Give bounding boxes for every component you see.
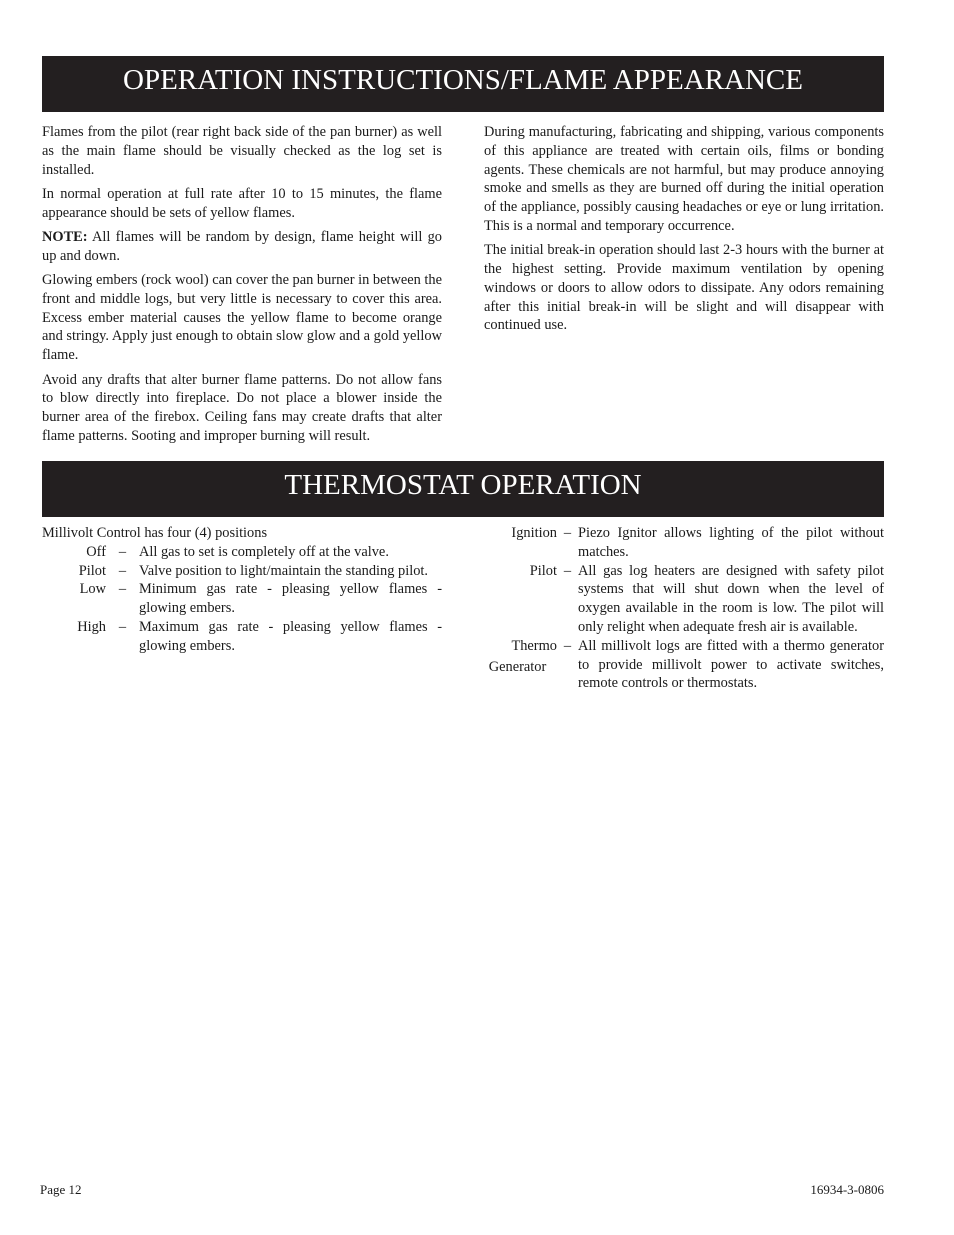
- page-number: Page 12: [40, 1182, 82, 1197]
- feature-dash: –: [563, 637, 572, 654]
- note-label: NOTE:: [42, 228, 88, 245]
- feature-description: Piezo Ignitor allows lighting of the pilot without matches.: [578, 525, 884, 560]
- feature-name: Pilot: [529, 562, 557, 579]
- drafts-paragraph: Avoid any drafts that alter burner flame patterns. Do not allow fans to blow directly into fireplace. Do not place a blower inside the burner area of the firebox. Ceiling fans may create drafts that alter flame patterns. Sooting and improper burning will result.: [42, 371, 442, 444]
- position-dash: –: [118, 581, 127, 598]
- normal-operation-paragraph: In normal operation at full rate after 10 to 15 minutes, the flame appearance should be sets of yellow flames.: [42, 185, 442, 221]
- list-item: [42, 543, 442, 562]
- list-item: [42, 562, 442, 581]
- list-item: [484, 637, 884, 693]
- position-dash: –: [118, 543, 127, 560]
- feature-dash: –: [563, 562, 572, 579]
- feature-name-line2: Generator: [488, 658, 547, 675]
- feature-name: Ignition: [511, 525, 557, 541]
- feature-description: All gas log heaters are designed with safety pilot systems that will shut down when the level of oxygen available in the room is low. The pilot will only relight when adequate fresh air is available.: [578, 562, 884, 635]
- control-positions-list: [42, 524, 442, 656]
- pilot-check-paragraph: Flames from the pilot (rear right back side of the pan burner) as well as the main flame should be visually checked as the log set is installed.: [42, 124, 442, 178]
- feature-description: All millivolt logs are fitted with a thermo generator to provide millivolt power to activate switches, remote controls or thermostats.: [578, 637, 884, 692]
- features-list: [484, 524, 884, 693]
- position-name: Pilot: [78, 562, 106, 579]
- break-in-paragraph: The initial break-in operation should last 2-3 hours with the burner at the highest setting. Provide maximum ventilation by opening windows or doors to allow odors to dissipate. Any odors remaining after this initial break-in will be slight and will disappear with continued use.: [484, 242, 884, 334]
- list-item: [42, 618, 442, 656]
- operation-right-column: [484, 123, 884, 341]
- list-item: [42, 580, 442, 618]
- position-dash: –: [118, 618, 127, 635]
- feature-name-line1: Thermo: [511, 637, 557, 654]
- position-description: Valve position to light/maintain the standing pilot.: [139, 562, 428, 579]
- operation-instructions-heading: OPERATION INSTRUCTIONS/FLAME APPEARANCE: [42, 56, 884, 112]
- position-description: All gas to set is completely off at the valve.: [139, 543, 389, 560]
- operation-left-column: [42, 123, 442, 451]
- position-name: Off: [86, 543, 106, 560]
- note-text: All flames will be random by design, flame height will go up and down.: [42, 228, 442, 264]
- list-item: [484, 524, 884, 562]
- list-item: [484, 562, 884, 637]
- position-description: Minimum gas rate - pleasing yellow flames - glowing embers.: [139, 581, 442, 617]
- manufacturing-paragraph: During manufacturing, fabricating and shipping, various components of this appliance are treated with certain oils, films or bonding agents. These chemicals are not harmful, but may produce annoying smoke and smells as they are burned off during the initial operation of the appliance, possibly causing headaches or eye or lung irritation. This is a normal and temporary occurrence.: [484, 124, 884, 234]
- position-name: High: [77, 618, 106, 635]
- feature-name: [484, 637, 557, 693]
- embers-paragraph: Glowing embers (rock wool) can cover the pan burner in between the front and middle logs, but very little is necessary to cover this area. Excess ember material causes the yellow flame to become orange and stringy. Apply just enough to obtain slow glow and a gold yellow flame.: [42, 272, 442, 364]
- thermostat-operation-heading: THERMOSTAT OPERATION: [42, 461, 884, 517]
- position-name: Low: [79, 581, 106, 598]
- note-paragraph: [42, 228, 442, 266]
- position-description: Maximum gas rate - pleasing yellow flames - glowing embers.: [139, 618, 442, 654]
- position-dash: –: [118, 562, 127, 579]
- feature-dash: –: [563, 525, 572, 541]
- document-number: 16934-3-0806: [810, 1182, 884, 1197]
- control-intro: Millivolt Control has four (4) positions: [42, 525, 268, 541]
